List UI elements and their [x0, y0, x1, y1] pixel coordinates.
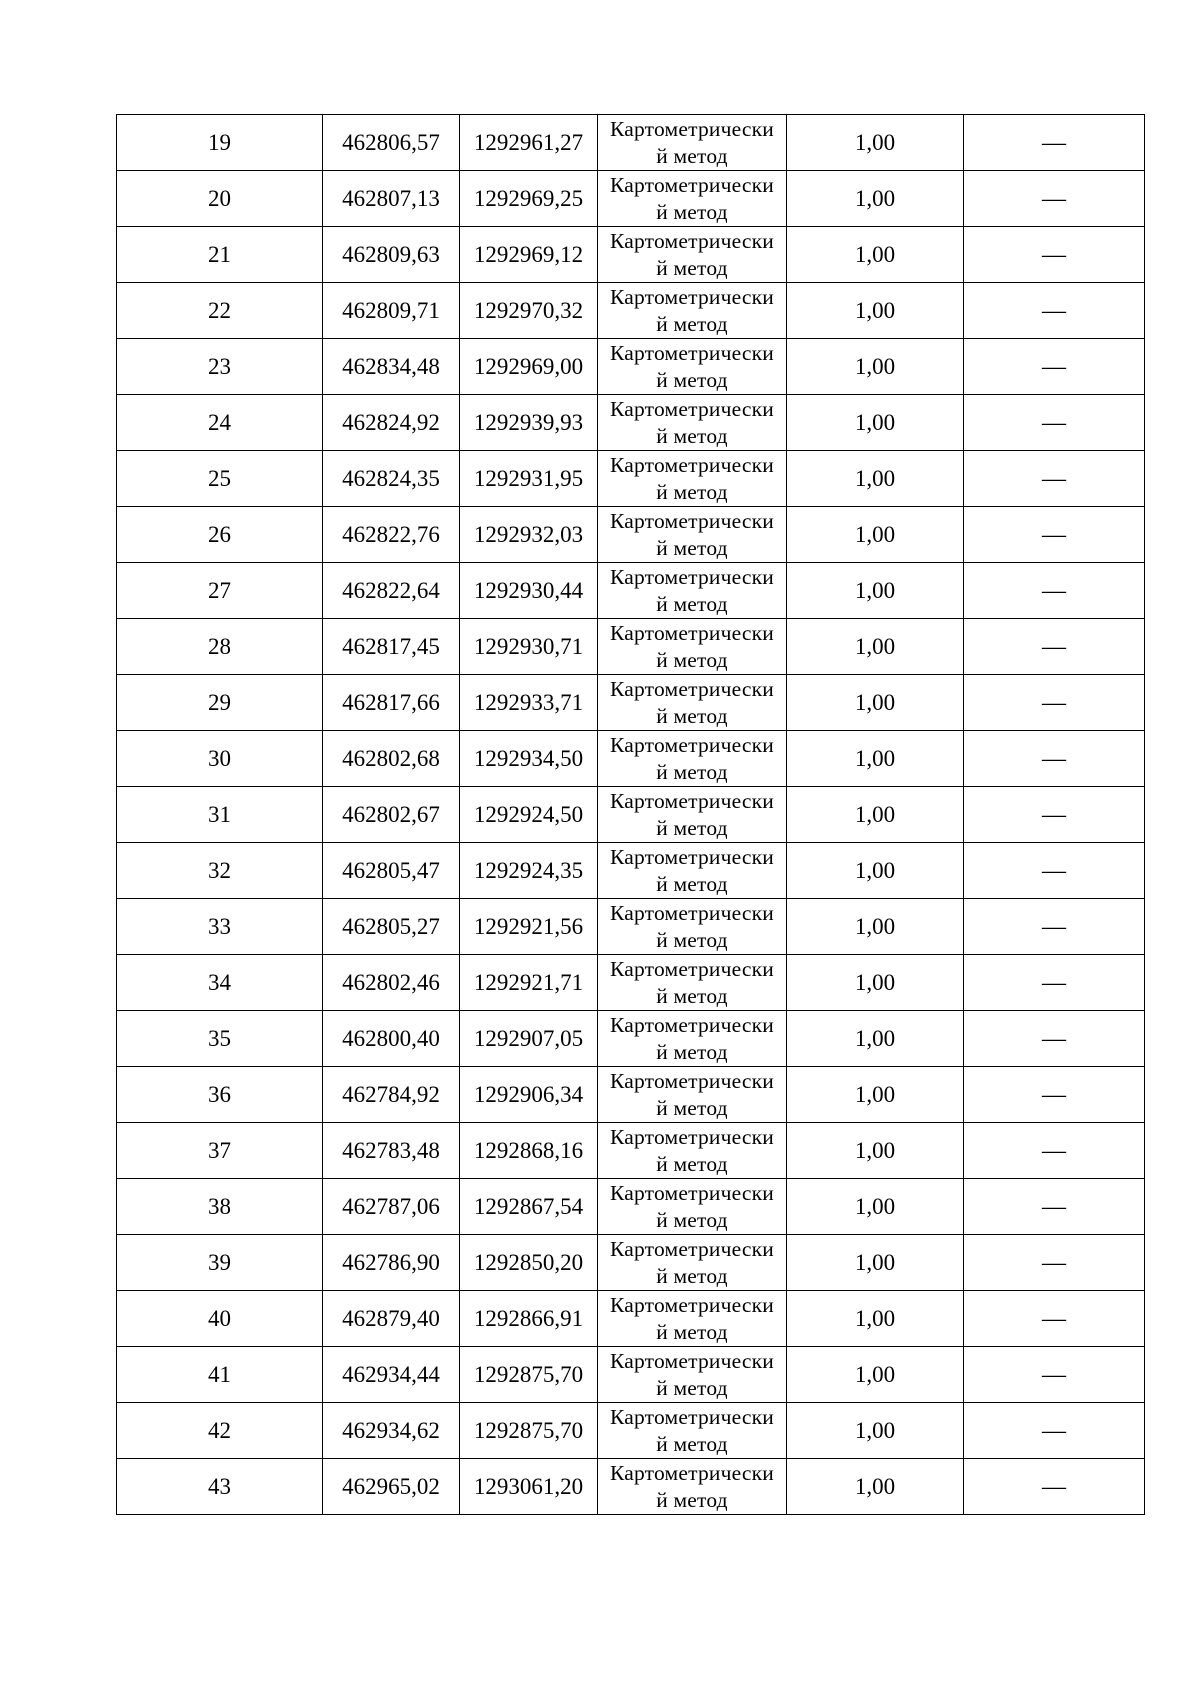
point-number-cell: 26: [117, 507, 323, 563]
x-coordinate-cell: 462805,47: [323, 843, 460, 899]
note-cell: —: [964, 339, 1145, 395]
table-row: [117, 563, 1145, 619]
point-number-cell: 35: [117, 1011, 323, 1067]
method-line-2: й метод: [656, 1039, 728, 1064]
y-coordinate-cell: 1292921,71: [460, 955, 598, 1011]
x-coordinate-cell: 462786,90: [323, 1235, 460, 1291]
table-row: [117, 843, 1145, 899]
method-line-1: Картометрически: [610, 788, 774, 813]
y-coordinate-cell: 1292934,50: [460, 731, 598, 787]
table-row: [117, 1179, 1145, 1235]
method-line-1: Картометрически: [610, 508, 774, 533]
method-cell: [598, 451, 787, 507]
point-number-cell: 21: [117, 227, 323, 283]
table-row: [117, 1347, 1145, 1403]
y-coordinate-cell: 1292930,71: [460, 619, 598, 675]
note-cell: —: [964, 899, 1145, 955]
accuracy-cell: 1,00: [787, 1403, 964, 1459]
point-number-cell: 34: [117, 955, 323, 1011]
method-line-1: Картометрически: [610, 284, 774, 309]
note-cell: —: [964, 115, 1145, 171]
method-line-2: й метод: [656, 1319, 728, 1344]
method-line-1: Картометрически: [610, 564, 774, 589]
method-cell: [598, 675, 787, 731]
method-cell: [598, 1011, 787, 1067]
y-coordinate-cell: 1292969,25: [460, 171, 598, 227]
method-line-1: Картометрически: [610, 1180, 774, 1205]
y-coordinate-cell: 1292907,05: [460, 1011, 598, 1067]
point-number-cell: 39: [117, 1235, 323, 1291]
accuracy-cell: 1,00: [787, 283, 964, 339]
x-coordinate-cell: 462805,27: [323, 899, 460, 955]
y-coordinate-cell: 1292930,44: [460, 563, 598, 619]
method-line-1: Картометрически: [610, 340, 774, 365]
x-coordinate-cell: 462809,63: [323, 227, 460, 283]
x-coordinate-cell: 462822,76: [323, 507, 460, 563]
point-number-cell: 22: [117, 283, 323, 339]
accuracy-cell: 1,00: [787, 507, 964, 563]
method-line-2: й метод: [656, 1263, 728, 1288]
accuracy-cell: 1,00: [787, 675, 964, 731]
method-cell: [598, 1067, 787, 1123]
method-cell: [598, 787, 787, 843]
method-line-1: Картометрически: [610, 844, 774, 869]
accuracy-cell: 1,00: [787, 1011, 964, 1067]
method-cell: [598, 1179, 787, 1235]
y-coordinate-cell: 1292970,32: [460, 283, 598, 339]
table-row: [117, 955, 1145, 1011]
method-cell: [598, 899, 787, 955]
note-cell: —: [964, 955, 1145, 1011]
method-line-2: й метод: [656, 647, 728, 672]
note-cell: —: [964, 843, 1145, 899]
table-row: [117, 1123, 1145, 1179]
note-cell: —: [964, 1067, 1145, 1123]
y-coordinate-cell: 1292875,70: [460, 1403, 598, 1459]
x-coordinate-cell: 462824,92: [323, 395, 460, 451]
x-coordinate-cell: 462802,68: [323, 731, 460, 787]
accuracy-cell: 1,00: [787, 1459, 964, 1515]
method-line-2: й метод: [656, 815, 728, 840]
point-number-cell: 36: [117, 1067, 323, 1123]
method-cell: [598, 843, 787, 899]
accuracy-cell: 1,00: [787, 339, 964, 395]
method-line-2: й метод: [656, 255, 728, 280]
y-coordinate-cell: 1292924,50: [460, 787, 598, 843]
x-coordinate-cell: 462879,40: [323, 1291, 460, 1347]
y-coordinate-cell: 1292969,12: [460, 227, 598, 283]
method-line-1: Картометрически: [610, 1124, 774, 1149]
method-line-1: Картометрически: [610, 116, 774, 141]
note-cell: —: [964, 451, 1145, 507]
point-number-cell: 41: [117, 1347, 323, 1403]
coordinates-table: [116, 114, 1145, 1515]
x-coordinate-cell: 462817,66: [323, 675, 460, 731]
note-cell: —: [964, 227, 1145, 283]
point-number-cell: 40: [117, 1291, 323, 1347]
method-line-2: й метод: [656, 199, 728, 224]
method-cell: [598, 115, 787, 171]
point-number-cell: 31: [117, 787, 323, 843]
table-row: [117, 787, 1145, 843]
note-cell: —: [964, 563, 1145, 619]
table-row: [117, 1067, 1145, 1123]
y-coordinate-cell: 1292850,20: [460, 1235, 598, 1291]
method-line-2: й метод: [656, 591, 728, 616]
method-line-2: й метод: [656, 759, 728, 784]
note-cell: —: [964, 1403, 1145, 1459]
point-number-cell: 43: [117, 1459, 323, 1515]
method-line-2: й метод: [656, 703, 728, 728]
point-number-cell: 27: [117, 563, 323, 619]
accuracy-cell: 1,00: [787, 787, 964, 843]
point-number-cell: 20: [117, 171, 323, 227]
method-line-1: Картометрически: [610, 1236, 774, 1261]
y-coordinate-cell: 1292969,00: [460, 339, 598, 395]
note-cell: —: [964, 787, 1145, 843]
note-cell: —: [964, 1291, 1145, 1347]
method-line-2: й метод: [656, 311, 728, 336]
method-line-1: Картометрически: [610, 676, 774, 701]
table-row: [117, 1235, 1145, 1291]
note-cell: —: [964, 675, 1145, 731]
table-row: [117, 283, 1145, 339]
point-number-cell: 37: [117, 1123, 323, 1179]
table-row: [117, 395, 1145, 451]
accuracy-cell: 1,00: [787, 1179, 964, 1235]
y-coordinate-cell: 1292866,91: [460, 1291, 598, 1347]
table-row: [117, 1403, 1145, 1459]
accuracy-cell: 1,00: [787, 227, 964, 283]
accuracy-cell: 1,00: [787, 1123, 964, 1179]
method-line-2: й метод: [656, 927, 728, 952]
method-line-2: й метод: [656, 1375, 728, 1400]
method-line-1: Картометрически: [610, 1292, 774, 1317]
x-coordinate-cell: 462787,06: [323, 1179, 460, 1235]
x-coordinate-cell: 462807,13: [323, 171, 460, 227]
method-cell: [598, 171, 787, 227]
accuracy-cell: 1,00: [787, 171, 964, 227]
accuracy-cell: 1,00: [787, 955, 964, 1011]
coordinates-table-body: [117, 115, 1145, 1515]
method-line-1: Картометрически: [610, 452, 774, 477]
method-line-1: Картометрически: [610, 1348, 774, 1373]
point-number-cell: 32: [117, 843, 323, 899]
method-cell: [598, 507, 787, 563]
y-coordinate-cell: 1292933,71: [460, 675, 598, 731]
method-cell: [598, 395, 787, 451]
x-coordinate-cell: 462800,40: [323, 1011, 460, 1067]
note-cell: —: [964, 1011, 1145, 1067]
table-row: [117, 1011, 1145, 1067]
accuracy-cell: 1,00: [787, 843, 964, 899]
method-line-1: Картометрически: [610, 956, 774, 981]
table-row: [117, 675, 1145, 731]
table-row: [117, 227, 1145, 283]
note-cell: —: [964, 619, 1145, 675]
note-cell: —: [964, 171, 1145, 227]
note-cell: —: [964, 1179, 1145, 1235]
note-cell: —: [964, 395, 1145, 451]
method-cell: [598, 339, 787, 395]
note-cell: —: [964, 1123, 1145, 1179]
accuracy-cell: 1,00: [787, 1067, 964, 1123]
point-number-cell: 19: [117, 115, 323, 171]
x-coordinate-cell: 462802,67: [323, 787, 460, 843]
point-number-cell: 38: [117, 1179, 323, 1235]
y-coordinate-cell: 1292875,70: [460, 1347, 598, 1403]
method-line-2: й метод: [656, 423, 728, 448]
table-row: [117, 451, 1145, 507]
y-coordinate-cell: 1292939,93: [460, 395, 598, 451]
note-cell: —: [964, 283, 1145, 339]
accuracy-cell: 1,00: [787, 619, 964, 675]
method-line-1: Картометрически: [610, 396, 774, 421]
point-number-cell: 33: [117, 899, 323, 955]
x-coordinate-cell: 462822,64: [323, 563, 460, 619]
point-number-cell: 25: [117, 451, 323, 507]
table-row: [117, 171, 1145, 227]
method-line-2: й метод: [656, 871, 728, 896]
method-line-1: Картометрически: [610, 172, 774, 197]
x-coordinate-cell: 462934,44: [323, 1347, 460, 1403]
point-number-cell: 29: [117, 675, 323, 731]
method-cell: [598, 731, 787, 787]
table-row: [117, 619, 1145, 675]
method-line-2: й метод: [656, 1151, 728, 1176]
accuracy-cell: 1,00: [787, 115, 964, 171]
note-cell: —: [964, 507, 1145, 563]
method-line-1: Картометрически: [610, 1068, 774, 1093]
x-coordinate-cell: 462817,45: [323, 619, 460, 675]
y-coordinate-cell: 1292924,35: [460, 843, 598, 899]
method-cell: [598, 563, 787, 619]
method-line-1: Картометрически: [610, 620, 774, 645]
note-cell: —: [964, 1235, 1145, 1291]
method-cell: [598, 1291, 787, 1347]
y-coordinate-cell: 1292868,16: [460, 1123, 598, 1179]
method-cell: [598, 619, 787, 675]
accuracy-cell: 1,00: [787, 899, 964, 955]
x-coordinate-cell: 462806,57: [323, 115, 460, 171]
method-cell: [598, 955, 787, 1011]
table-row: [117, 339, 1145, 395]
point-number-cell: 23: [117, 339, 323, 395]
method-line-2: й метод: [656, 535, 728, 560]
accuracy-cell: 1,00: [787, 1291, 964, 1347]
table-row: [117, 731, 1145, 787]
accuracy-cell: 1,00: [787, 1235, 964, 1291]
table-row: [117, 507, 1145, 563]
method-line-2: й метод: [656, 143, 728, 168]
method-cell: [598, 1403, 787, 1459]
x-coordinate-cell: 462965,02: [323, 1459, 460, 1515]
y-coordinate-cell: 1292932,03: [460, 507, 598, 563]
method-line-1: Картометрически: [610, 1012, 774, 1037]
method-line-1: Картометрически: [610, 1460, 774, 1485]
y-coordinate-cell: 1292931,95: [460, 451, 598, 507]
method-cell: [598, 1123, 787, 1179]
table-row: [117, 1459, 1145, 1515]
method-line-1: Картометрически: [610, 732, 774, 757]
note-cell: —: [964, 1459, 1145, 1515]
x-coordinate-cell: 462802,46: [323, 955, 460, 1011]
y-coordinate-cell: 1292867,54: [460, 1179, 598, 1235]
x-coordinate-cell: 462834,48: [323, 339, 460, 395]
y-coordinate-cell: 1292906,34: [460, 1067, 598, 1123]
method-cell: [598, 1459, 787, 1515]
method-line-2: й метод: [656, 479, 728, 504]
y-coordinate-cell: 1292961,27: [460, 115, 598, 171]
method-cell: [598, 1347, 787, 1403]
method-line-1: Картометрически: [610, 228, 774, 253]
method-line-2: й метод: [656, 1487, 728, 1512]
method-line-2: й метод: [656, 983, 728, 1008]
accuracy-cell: 1,00: [787, 1347, 964, 1403]
point-number-cell: 42: [117, 1403, 323, 1459]
table-row: [117, 899, 1145, 955]
x-coordinate-cell: 462824,35: [323, 451, 460, 507]
accuracy-cell: 1,00: [787, 731, 964, 787]
method-line-1: Картометрически: [610, 1404, 774, 1429]
table-row: [117, 115, 1145, 171]
x-coordinate-cell: 462784,92: [323, 1067, 460, 1123]
note-cell: —: [964, 1347, 1145, 1403]
method-line-2: й метод: [656, 367, 728, 392]
method-line-2: й метод: [656, 1207, 728, 1232]
point-number-cell: 28: [117, 619, 323, 675]
point-number-cell: 24: [117, 395, 323, 451]
method-line-2: й метод: [656, 1095, 728, 1120]
accuracy-cell: 1,00: [787, 451, 964, 507]
method-cell: [598, 283, 787, 339]
y-coordinate-cell: 1292921,56: [460, 899, 598, 955]
method-cell: [598, 1235, 787, 1291]
method-line-1: Картометрически: [610, 900, 774, 925]
method-line-2: й метод: [656, 1431, 728, 1456]
method-cell: [598, 227, 787, 283]
point-number-cell: 30: [117, 731, 323, 787]
x-coordinate-cell: 462809,71: [323, 283, 460, 339]
y-coordinate-cell: 1293061,20: [460, 1459, 598, 1515]
note-cell: —: [964, 731, 1145, 787]
x-coordinate-cell: 462934,62: [323, 1403, 460, 1459]
table-row: [117, 1291, 1145, 1347]
accuracy-cell: 1,00: [787, 395, 964, 451]
accuracy-cell: 1,00: [787, 563, 964, 619]
x-coordinate-cell: 462783,48: [323, 1123, 460, 1179]
